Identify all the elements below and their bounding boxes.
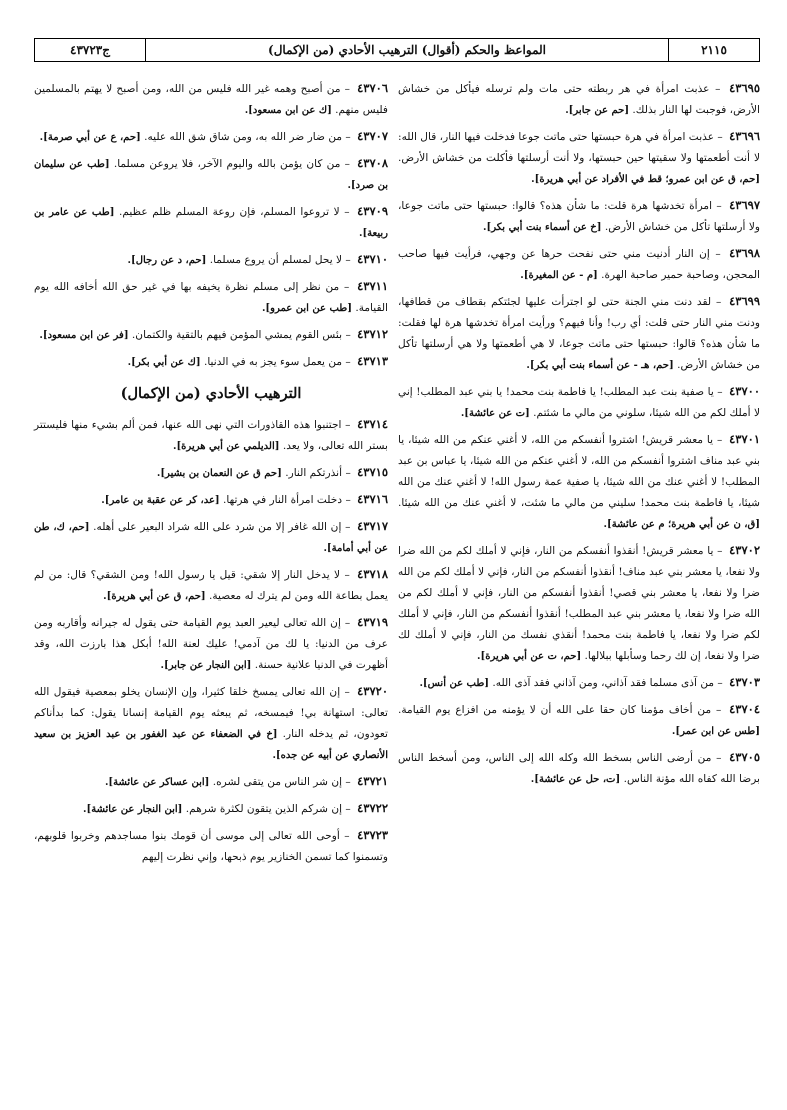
hadith-entry <box>34 771 388 793</box>
hadith-entry <box>34 126 388 148</box>
page-header <box>34 38 760 62</box>
hadith-entry <box>34 78 388 121</box>
left-column-entries <box>34 78 388 373</box>
hadith-entry <box>34 351 388 373</box>
entry-text: – لقد دنت مني الجنة حتى لو اجترأت عليها لجئتكم بقطاف من قطافها، ودنت مني النار حتى قلت: أي رب! وأنا فيهم؟ ورأيت امرأة تخدشها هرة لها فقلت: ما شأن هذه؟ قالوا: حبستها حتى ماتت جوعا، لا هي أطعمتها ولا هي أرسلتها تأكل من خشاش الأرض. <box>398 296 760 371</box>
entry-number: ٤٣٧١٩ <box>357 615 388 629</box>
entry-text: – إن شر الناس من يتقى لشره. <box>209 776 355 788</box>
hadith-entry <box>398 195 760 238</box>
entry-number: ٤٣٦٩٨ <box>729 246 760 260</box>
hadith-entry <box>34 276 388 319</box>
entry-number: ٤٣٧٠٢ <box>729 543 760 557</box>
entry-source: [حم، ق عن أبي هريرة]. <box>103 591 206 602</box>
volume-range: ج٤٣٧٢٣ <box>70 43 110 57</box>
entry-text: – دخلت امرأة النار في هرتها. <box>219 494 355 506</box>
entry-source: [طب عن عامر بن ربيعة]. <box>34 207 388 239</box>
right-column <box>398 78 760 795</box>
entry-text: – عذبت امرأة في هرة حبستها حتى ماتت جوعا فدخلت فيها النار، قال الله: لا أنت أطعمتها ولا سقيتها حين حبستها، ولا أنت أرسلتها فأكلت من خشاش الأرض. <box>398 131 760 164</box>
entry-source: [ك عن ابن مسعود]. <box>244 105 332 116</box>
entry-source: [عد، كر عن عقبة بن عامر]. <box>101 495 220 506</box>
entry-source: [ابن النجار عن عائشة]. <box>83 804 183 815</box>
page-number: ٢١١٥ <box>668 39 759 61</box>
entry-source: [ابن عساكر عن عائشة]. <box>104 777 210 788</box>
entry-source: [حم، ق عن ابن عمرو؛ قط في الأفراد عن أبي هريرة]. <box>531 174 760 185</box>
entry-source: [ك عن أبي بكر]. <box>127 357 201 368</box>
hadith-entry <box>34 249 388 271</box>
entry-number: ٤٣٦٩٩ <box>729 294 760 308</box>
hadith-entry <box>34 462 388 484</box>
entry-source: [فر عن ابن مسعود]. <box>39 330 129 341</box>
entry-source: [ابن النجار عن جابر]. <box>160 660 252 671</box>
hadith-entry <box>398 540 760 667</box>
entry-number: ٤٣٦٩٥ <box>729 81 760 95</box>
hadith-entry <box>398 672 760 694</box>
entry-text: – من أخاف مؤمنا كان حقا على الله أن لا يؤمنه من افزاع يوم القيامة. <box>398 704 727 716</box>
entry-text: – اجتنبوا هذه القاذورات التي نهى الله عنها، فمن ألم بشيء منها فليستتر بستر الله تعالى، ولا يعد. <box>34 419 388 452</box>
entry-text: – من آذى مسلما فقد آذاني، ومن آذاني فقد آذى الله. <box>489 677 727 689</box>
entry-number: ٤٣٦٩٧ <box>729 198 760 212</box>
entry-source: [حم، هـ - عن أسماء بنت أبي بكر]. <box>526 360 674 371</box>
hadith-entry <box>398 429 760 535</box>
hadith-entry <box>34 516 388 559</box>
entry-number: ٤٣٧١٤ <box>357 417 388 431</box>
entry-source: [ت عن عائشة]. <box>460 408 530 419</box>
entry-number: ٤٣٧١٠ <box>357 252 388 266</box>
entry-number: ٤٣٧٠٠ <box>729 384 760 398</box>
entry-text: – يا معشر قريش! أنقذوا أنفسكم من النار، فإني لا أملك لكم من الله ضرا ولا نفعا، يا معشر بني عبد مناف! أنقذوا أنفسكم من النار، فإني لا أملك لكم من الله ضرا ولا نفعا، يا معشر بني قصي! أنقذوا أنفسكم من النار، فإني لا أملك لكم من الله ضرا ولا نفعا، يا معشر بني عبد المطلب! أنقذوا أنفسكم من النار، فإني لا أملك لكم ضرا ولا نفعا، يا فاطمة بنت محمد! أنقذي نفسك من النار، فإني لا أملك لك ضرا ولا نفعا، إن لك رحما وسأبلها ببلالها. <box>398 545 760 662</box>
section-title: الترهيب الأحادي (من الإكمال) <box>120 385 302 402</box>
entry-source: [خ عن أسماء بنت أبي بكر]. <box>483 222 602 233</box>
hadith-entry <box>398 381 760 424</box>
entry-text: – لا تروعوا المسلم، فإن روعة المسلم ظلم عظيم. <box>114 206 355 218</box>
entry-source: [ت، حل عن عائشة]. <box>530 774 621 785</box>
entry-text: – إن شركم الذين يتقون لكثرة شرهم. <box>182 803 355 815</box>
entry-number: ٤٣٧٢٢ <box>357 801 388 815</box>
entry-source: [حم، د عن رجال]. <box>127 255 207 266</box>
entry-number: ٤٣٧٠٨ <box>357 156 388 170</box>
entry-source: [طس عن ابن عمر]. <box>671 726 760 737</box>
entry-text: – يا صفية بنت عبد المطلب! يا فاطمة بنت محمد! يا بني عبد المطلب! إني لا أملك لكم من الله شيئا، سلوني من مالي ما شئتم. <box>398 386 760 419</box>
entry-number: ٤٣٧١١ <box>357 279 388 293</box>
entry-source: [حم عن جابر]. <box>565 105 630 116</box>
hadith-entry <box>34 612 388 676</box>
hadith-entry <box>398 291 760 376</box>
entry-source: [م - عن المغيرة]. <box>520 270 598 281</box>
hadith-entry <box>34 153 388 196</box>
entry-text: – إن النار أدنيت مني حتى نفحت حرها عن وجهي، فرأيت فيها صاحب المحجن، وصاحبة حمير صاحبة الهرة. <box>398 248 760 281</box>
entry-number: ٤٣٧١٥ <box>357 465 388 479</box>
hadith-entry <box>398 243 760 286</box>
entry-source: [حم، ع عن أبي صرمة]. <box>39 132 141 143</box>
hadith-entry <box>34 324 388 346</box>
hadith-entry <box>34 825 388 868</box>
entry-text: – إن الله تعالى ليعير العبد يوم القيامة حتى يقول له جيرانه وأقاربه ومن عرف من الدنيا: يا لك من آدمي! عليك لعنة الله! أبكل هذا بارزت الله، وقد أظهرت في الدنيا علانية حسنة. <box>34 617 388 671</box>
entry-number: ٤٣٧٢٠ <box>357 684 388 698</box>
hadith-entry <box>398 747 760 790</box>
hadith-entry <box>398 78 760 121</box>
entry-text: – من نظر إلى مسلم نظرة يخيفه بها في غير حق الله أخافه الله يوم القيامة. <box>34 281 388 314</box>
entry-number: ٤٣٧٠٦ <box>357 81 388 95</box>
entry-text: – لا يدخل النار إلا شقي: قيل يا رسول الله! ومن الشقي؟ قال: من لم يعمل بطاعة الله ومن لم يترك له معصية. <box>34 569 388 602</box>
hadith-entry <box>34 414 388 457</box>
entry-source: [ق، ن عن أبي هريرة؛ م عن عائشة]. <box>603 519 760 530</box>
entry-number: ٤٣٧٢١ <box>357 774 388 788</box>
left-column <box>34 78 388 873</box>
hadith-entry <box>34 201 388 244</box>
entry-number: ٤٣٧٠٥ <box>729 750 760 764</box>
hadith-entry <box>398 126 760 190</box>
entry-text: – عذبت امرأة في هر ربطته حتى مات ولم ترسله فيأكل من خشاش الأرض، فوجبت لها النار بذلك. <box>398 83 760 116</box>
entry-source: [حم، ت عن أبي هريرة]. <box>477 651 582 662</box>
entry-text: – من أصبح وهمه غير الله فليس من الله، ومن أصبح لا يهتم بالمسلمين فليس منهم. <box>34 83 388 116</box>
entry-source: [الديلمي عن أبي هريرة]. <box>172 441 280 452</box>
entry-text: – أوحى الله تعالى إلى موسى أن قومك بنوا مساجدهم وخربوا قلوبهم، وتسمنوا كما تسمن الخنازير يوم ذبحها، وإني نظرت إليهم <box>34 830 388 863</box>
hadith-entry <box>34 681 388 766</box>
entry-number: ٤٣٧٠٣ <box>729 675 760 689</box>
entry-number: ٤٣٧٠١ <box>729 432 760 446</box>
entry-source: [حم ق عن النعمان بن بشير]. <box>156 468 282 479</box>
entry-source: [طب عن ابن عمرو]. <box>261 303 352 314</box>
entry-number: ٤٣٧٠٤ <box>729 702 760 716</box>
entry-text: – لا يحل لمسلم أن يروع مسلما. <box>206 254 355 266</box>
entry-number: ٤٣٧١٦ <box>357 492 388 506</box>
entry-source: [طب عن أنس]. <box>419 678 490 689</box>
entry-text: – يا معشر قريش! اشتروا أنفسكم من الله، لا أغني عنكم من الله شيئا، يا بني عبد مناف اشتروا أنفسكم من الله، لا أغني عنكم من الله شيئا، يا عباس بن عبد المطلب! لا أغني عنك من الله شيئا، يا صفية عمة رسول الله! لا أغني عنك من الله شيئا، يا فاطمة بنت محمد! سليني من مالي ما شئت، لا أغني عنك من الله شيئا. <box>398 434 760 509</box>
entry-number: ٤٣٦٩٦ <box>729 129 760 143</box>
header-title: المواعظ والحكم (أقوال) الترهيب الأحادي (من الإكمال) <box>145 39 668 61</box>
entry-text: – أنذرتكم النار. <box>281 467 355 479</box>
hadith-entry <box>34 564 388 607</box>
hadith-entry <box>34 798 388 820</box>
entry-text: – من يعمل سوء يجز به في الدنيا. <box>200 356 355 368</box>
entry-number: ٤٣٧٢٣ <box>357 828 388 842</box>
entry-text: – بئس القوم يمشي المؤمن فيهم بالتقية والكتمان. <box>128 329 355 341</box>
entry-number: ٤٣٧١٨ <box>357 567 388 581</box>
entry-number: ٤٣٧١٣ <box>357 354 388 368</box>
hadith-entry <box>398 699 760 742</box>
entry-text: – امرأة تخدشها هرة قلت: ما شأن هذه؟ قالوا: حبستها حتى ماتت جوعا، ولا أرسلتها تأكل من خشاش الأرض. <box>398 200 760 233</box>
entry-number: ٤٣٧١٧ <box>357 519 388 533</box>
entry-source: [خ في الضعفاء عن عبد الغفور بن عبد العزيز بن سعيد الأنصاري عن أبيه عن جده]. <box>34 729 388 761</box>
entry-text: – من كان يؤمن بالله واليوم الآخر، فلا يروعن مسلما. <box>109 158 355 170</box>
entry-text: – إن الله تعالى يمسخ خلقا كثيرا، وإن الإنسان يخلو بمعصية فيقول الله تعالى: استهانة بي! فيمسخه، ثم يبعثه يوم القيامة إنسانا يقول: كما بدأناكم تعودون، ثم يدخله النار. <box>34 686 388 740</box>
hadith-entry <box>34 489 388 511</box>
entry-source: [حم، ك، طن عن أبي أمامة]. <box>34 522 388 554</box>
left-column-section-entries <box>34 414 388 868</box>
entry-text: – إن الله غافر إلا من شرد على الله شراد البعير على أهله. <box>89 521 355 533</box>
entry-number: ٤٣٧٠٩ <box>357 204 388 218</box>
entry-number: ٤٣٧٠٧ <box>357 129 388 143</box>
entry-source: [طب عن سليمان بن صرد]. <box>34 159 388 191</box>
entry-text: – من ضار ضر الله به، ومن شاق شق الله عليه. <box>140 131 355 143</box>
entry-text: – من أرضى الناس بسخط الله وكله الله إلى الناس، ومن أسخط الناس برضا الله كفاه الله مؤنة الناس. <box>398 752 760 785</box>
entry-number: ٤٣٧١٢ <box>357 327 388 341</box>
